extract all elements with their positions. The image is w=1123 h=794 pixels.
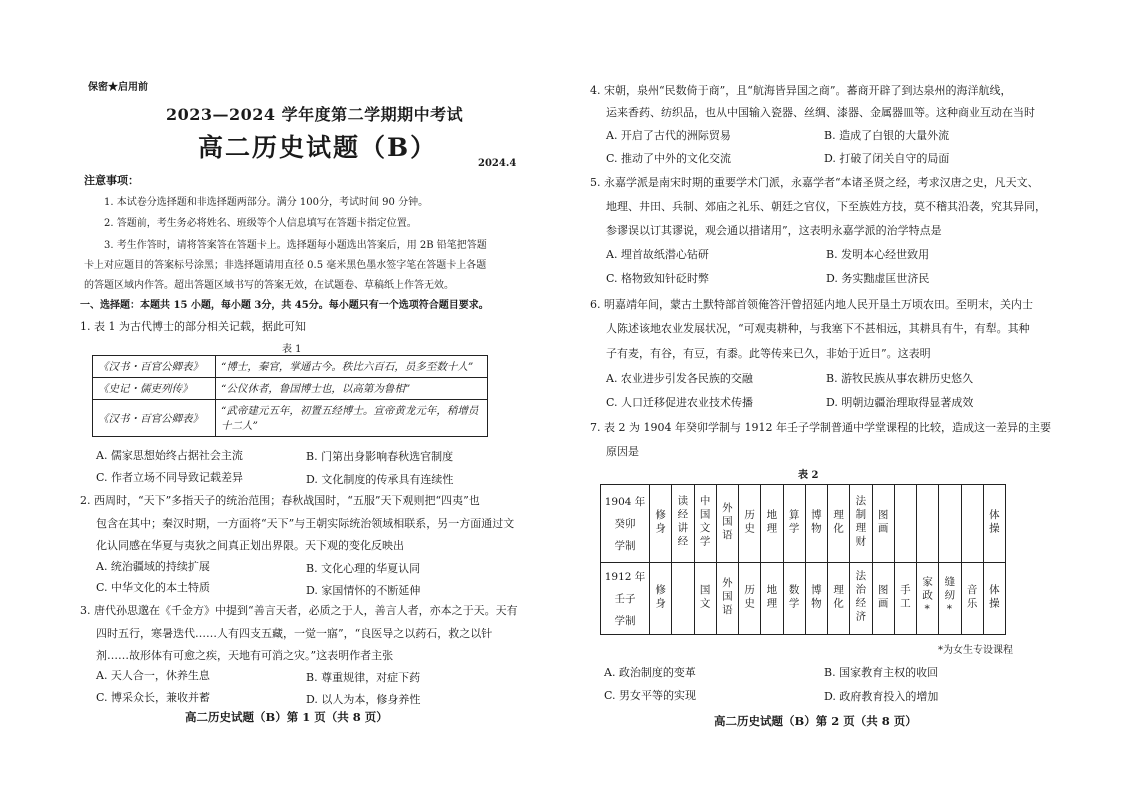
cell-text: 家政*	[921, 576, 934, 618]
q6-option-c: C. 人口迁移促进农业技术传播	[606, 396, 754, 409]
cell-text: 地理	[765, 508, 778, 536]
q5-option-c: C. 格物致知针砭时弊	[606, 272, 710, 285]
table-cell	[694, 485, 716, 563]
table-cell	[828, 485, 850, 563]
table-cell	[894, 485, 916, 563]
q3-option-c: C. 博采众长，兼收并蓄	[96, 691, 211, 704]
row-header-text: 1904 年	[604, 495, 646, 508]
question-7-line-2: 原因是	[606, 445, 639, 458]
q2-option-d: D. 家国情怀的不断延伸	[306, 584, 421, 597]
notice-item-2: 2. 答题前，考生务必将姓名、班级等个人信息填写在答题卡指定位置。	[104, 218, 417, 229]
table-cell	[739, 485, 761, 563]
q4-option-d: D. 打破了闭关自守的局面	[824, 152, 950, 165]
table-cell	[672, 485, 694, 563]
table-cell	[739, 563, 761, 635]
q2-option-b: B. 文化心理的华夏认同	[306, 562, 421, 575]
table-cell-text: “武帝建元五年，初置五经博士。宣帝黄龙元年，稍增员	[221, 405, 479, 417]
cell-text: 外国语	[720, 501, 733, 543]
q6-option-d: D. 明朝边疆治理取得显著成效	[826, 396, 974, 409]
question-2-line-2: 包含在其中；秦汉时期，一方面将“天下”与王朝实际统治领域相联系，另一方面通过文	[96, 517, 515, 530]
question-6-line-2: 人陈述该地农业发展状况，“可观夷耕种，与我塞下不甚相远，其耕具有牛，有犁。其种	[606, 322, 1030, 335]
q6-option-a: A. 农业进步引发各民族的交融	[606, 372, 753, 385]
table-cell	[850, 485, 872, 563]
table-cell	[828, 563, 850, 635]
cell-text: 历史	[743, 508, 756, 536]
cell-text: 理化	[832, 508, 845, 536]
q7-option-d: D. 政府教育投入的增加	[824, 690, 939, 703]
table-row	[93, 378, 488, 400]
question-3-line-2: 四时五行，寒暑迭代……人有四支五藏，一觉一寤”，“良医导之以药石，救之以针	[96, 627, 493, 640]
question-5-line-2: 地理、井田、兵制、郊庙之礼乐、朝廷之官仪，下至族姓方技，莫不稽其沿袭，究其异同，	[606, 200, 1046, 213]
cell-text: 图画	[876, 508, 889, 536]
cell-text: 国文	[698, 583, 711, 611]
table-cell-source: 《史记・儒吏列传》	[93, 378, 216, 400]
table-cell	[716, 485, 738, 563]
q5-option-d: D. 务实黜虚匡世济民	[826, 272, 930, 285]
table-cell	[961, 485, 983, 563]
table-cell	[983, 485, 1005, 563]
question-2-line-3: 化认同感在华夏与夷狄之间真正划出界限。天下观的变化反映出	[96, 539, 404, 552]
question-7-line-1: 7. 表 2 为 1904 年癸卯学制与 1912 年壬子学制普通中学堂课程的比较，造成这一差异的主要	[590, 421, 1051, 434]
cell-text: 博物	[809, 508, 822, 536]
table-cell	[761, 563, 783, 635]
q3-option-a: A. 天人合一，休养生息	[96, 669, 210, 682]
question-6-line-3: 子有麦，有谷，有豆，有黍。此等传来已久，非始于近日”。这表明	[606, 347, 931, 360]
table-cell	[917, 485, 939, 563]
question-3-line-3: 剂……故形体有可愈之疾，天地有可消之灾。”这表明作者主张	[96, 649, 394, 662]
table-row	[93, 400, 488, 437]
q7-option-b: B. 国家教育主权的收回	[824, 666, 939, 679]
exam-date: 2024.4	[478, 158, 517, 169]
q1-option-d: D. 文化制度的传承具有连续性	[306, 473, 454, 486]
table-cell	[650, 485, 672, 563]
row-header-text: 癸卯	[614, 517, 636, 530]
table-cell	[672, 563, 694, 635]
table-cell-content: “博士，秦官，掌通古今。秩比六百石，员多至数十人”	[216, 356, 488, 378]
question-4-line-1: 4. 宋朝，泉州“民数倚于商”，且“航海皆异国之商”。蕃商开辟了到达泉州的海洋航线，	[590, 84, 1012, 97]
table-cell	[850, 563, 872, 635]
cell-text: 外国语	[720, 576, 733, 618]
table-cell-source: 《汉书・百官公卿表》	[93, 356, 216, 378]
exam-title: 2023—2024 学年度第二学期期中考试	[166, 105, 464, 124]
table-cell	[939, 563, 961, 635]
q4-option-a: A. 开启了古代的洲际贸易	[606, 129, 731, 142]
cell-text: 地理	[765, 583, 778, 611]
table-1-caption: 表 1	[282, 344, 302, 355]
page-1	[0, 0, 561, 794]
q7-option-c: C. 男女平等的实现	[604, 689, 697, 702]
table-cell	[761, 485, 783, 563]
q6-option-b: B. 游牧民族从事农耕历史悠久	[826, 372, 974, 385]
notice-item-3: 3. 考生作答时，请将答案答在答题卡上。选择题每小题选出答案后，用 2B 铅笔把答题	[104, 240, 487, 251]
row-header-text: 学制	[614, 614, 636, 627]
q4-option-c: C. 推动了中外的文化交流	[606, 152, 732, 165]
table-cell	[650, 563, 672, 635]
table-cell-text: 十二人”	[221, 420, 258, 432]
table-cell	[983, 563, 1005, 635]
section-heading: 一、选择题：本题共 15 小题，每小题 3分，共 45分。每小题只有一个选项符合题目要求。	[80, 300, 489, 311]
table-cell	[716, 563, 738, 635]
table-cell	[961, 563, 983, 635]
table-row	[601, 563, 1006, 635]
table-cell-content	[216, 400, 488, 437]
cell-text: 体操	[987, 583, 1000, 611]
q3-option-d: D. 以人为本，修身养性	[306, 693, 421, 706]
row-header-1912	[601, 563, 650, 635]
question-3-line-1: 3. 唐代孙思邈在《千金方》中提到“善言天者，必质之于人，善言人者，亦本之于天。天有	[80, 604, 518, 617]
confidential-mark: 保密★启用前	[88, 82, 148, 93]
question-2-line-1: 2. 西周时，“天下”多指天子的统治范围；春秋战国时，“五服”天下观则把“四夷”也	[80, 494, 480, 507]
cell-text: 算学	[787, 508, 800, 536]
cell-text: 修身	[654, 583, 667, 611]
table-cell	[917, 563, 939, 635]
q7-option-a: A. 政治制度的变革	[604, 666, 696, 679]
page-footer: 高二历史试题（B）第 1 页（共 8 页）	[185, 710, 388, 724]
subject-title: 高二历史试题（B）	[198, 133, 438, 162]
cell-text: 缝纫*	[943, 576, 956, 618]
table-2-caption: 表 2	[798, 470, 819, 481]
notice-item-3-cont: 卡上对应题目的答案标号涂黑；非选择题请用直径 0.5 毫米黑色墨水签字笔在答题卡上各题	[84, 260, 487, 271]
question-4-line-2: 运来香药、纺织品，也从中国输入瓷器、丝绸、漆器、金属器皿等。这种商业互动在当时	[606, 106, 1035, 119]
table-row	[93, 356, 488, 378]
table-2-note: *为女生专设课程	[938, 645, 1013, 656]
q3-option-b: B. 尊重规律，对症下药	[306, 671, 421, 684]
table-cell	[783, 485, 805, 563]
table-cell-content: “公仪休者，鲁国博士也，以高第为鲁相”	[216, 378, 488, 400]
notice-heading: 注意事项：	[84, 174, 139, 187]
q5-option-b: B. 发明本心经世致用	[826, 248, 930, 261]
cell-text: 中国文学	[698, 495, 711, 549]
cell-text: 数学	[787, 583, 800, 611]
table-cell	[894, 563, 916, 635]
cell-text: 音乐	[965, 583, 978, 611]
row-header-text: 学制	[614, 539, 636, 552]
table-2	[600, 484, 1006, 635]
q2-option-c: C. 中华文化的本土特质	[96, 581, 211, 594]
table-cell	[783, 563, 805, 635]
table-cell	[805, 563, 827, 635]
question-1-stem: 1. 表 1 为古代博士的部分相关记载，据此可知	[80, 320, 306, 333]
page-2	[562, 0, 1123, 794]
row-header-text: 壬子	[614, 592, 636, 605]
q1-option-c: C. 作者立场不同导致记载差异	[96, 471, 244, 484]
q1-option-b: B. 门第出身影响春秋选官制度	[306, 450, 454, 463]
table-cell	[872, 485, 894, 563]
question-5-line-1: 5. 永嘉学派是南宋时期的重要学术门派，永嘉学者“本诸圣贤之经，考求汉唐之史，凡天文、	[590, 176, 1039, 189]
cell-text: 修身	[654, 508, 667, 536]
table-1	[92, 355, 488, 437]
table-cell-source: 《汉书・百官公卿表》	[93, 400, 216, 437]
notice-item-3-cont2: 的答题区域内作答。超出答题区域书写的答案无效，在试题卷、草稿纸上作答无效。	[84, 280, 454, 291]
cell-text: 博物	[809, 583, 822, 611]
page-footer: 高二历史试题（B）第 2 页（共 8 页）	[714, 714, 917, 728]
cell-text: 手工	[898, 583, 911, 611]
q4-option-b: B. 造成了白银的大量外流	[824, 129, 950, 142]
row-header-1904	[601, 485, 650, 563]
table-cell	[805, 485, 827, 563]
question-5-line-3: 参谬误以订其谬说，观会通以措诸用”，这表明永嘉学派的治学特点是	[606, 224, 942, 237]
table-row	[601, 485, 1006, 563]
cell-text: 法制理财	[854, 495, 867, 549]
cell-text: 历史	[743, 583, 756, 611]
row-header-text: 1912 年	[604, 570, 646, 583]
cell-text: 体操	[987, 508, 1000, 536]
table-cell	[872, 563, 894, 635]
question-6-line-1: 6. 明嘉靖年间，蒙古土默特部首领俺答汗曾招延内地人民开垦土万顷农田。至明末，关内士	[590, 298, 1033, 311]
cell-text: 图画	[876, 583, 889, 611]
cell-text: 理化	[832, 583, 845, 611]
cell-text: 法治经济	[854, 570, 867, 624]
table-cell	[939, 485, 961, 563]
q5-option-a: A. 埋首故纸潜心钻研	[606, 248, 709, 261]
q2-option-a: A. 统治疆域的持续扩展	[96, 560, 210, 573]
q1-option-a: A. 儒家思想始终占据社会主流	[96, 449, 243, 462]
cell-text: 读经讲经	[676, 495, 689, 549]
notice-item-1: 1. 本试卷分选择题和非选择题两部分。满分 100分，考试时间 90 分钟。	[104, 197, 429, 208]
table-cell	[694, 563, 716, 635]
